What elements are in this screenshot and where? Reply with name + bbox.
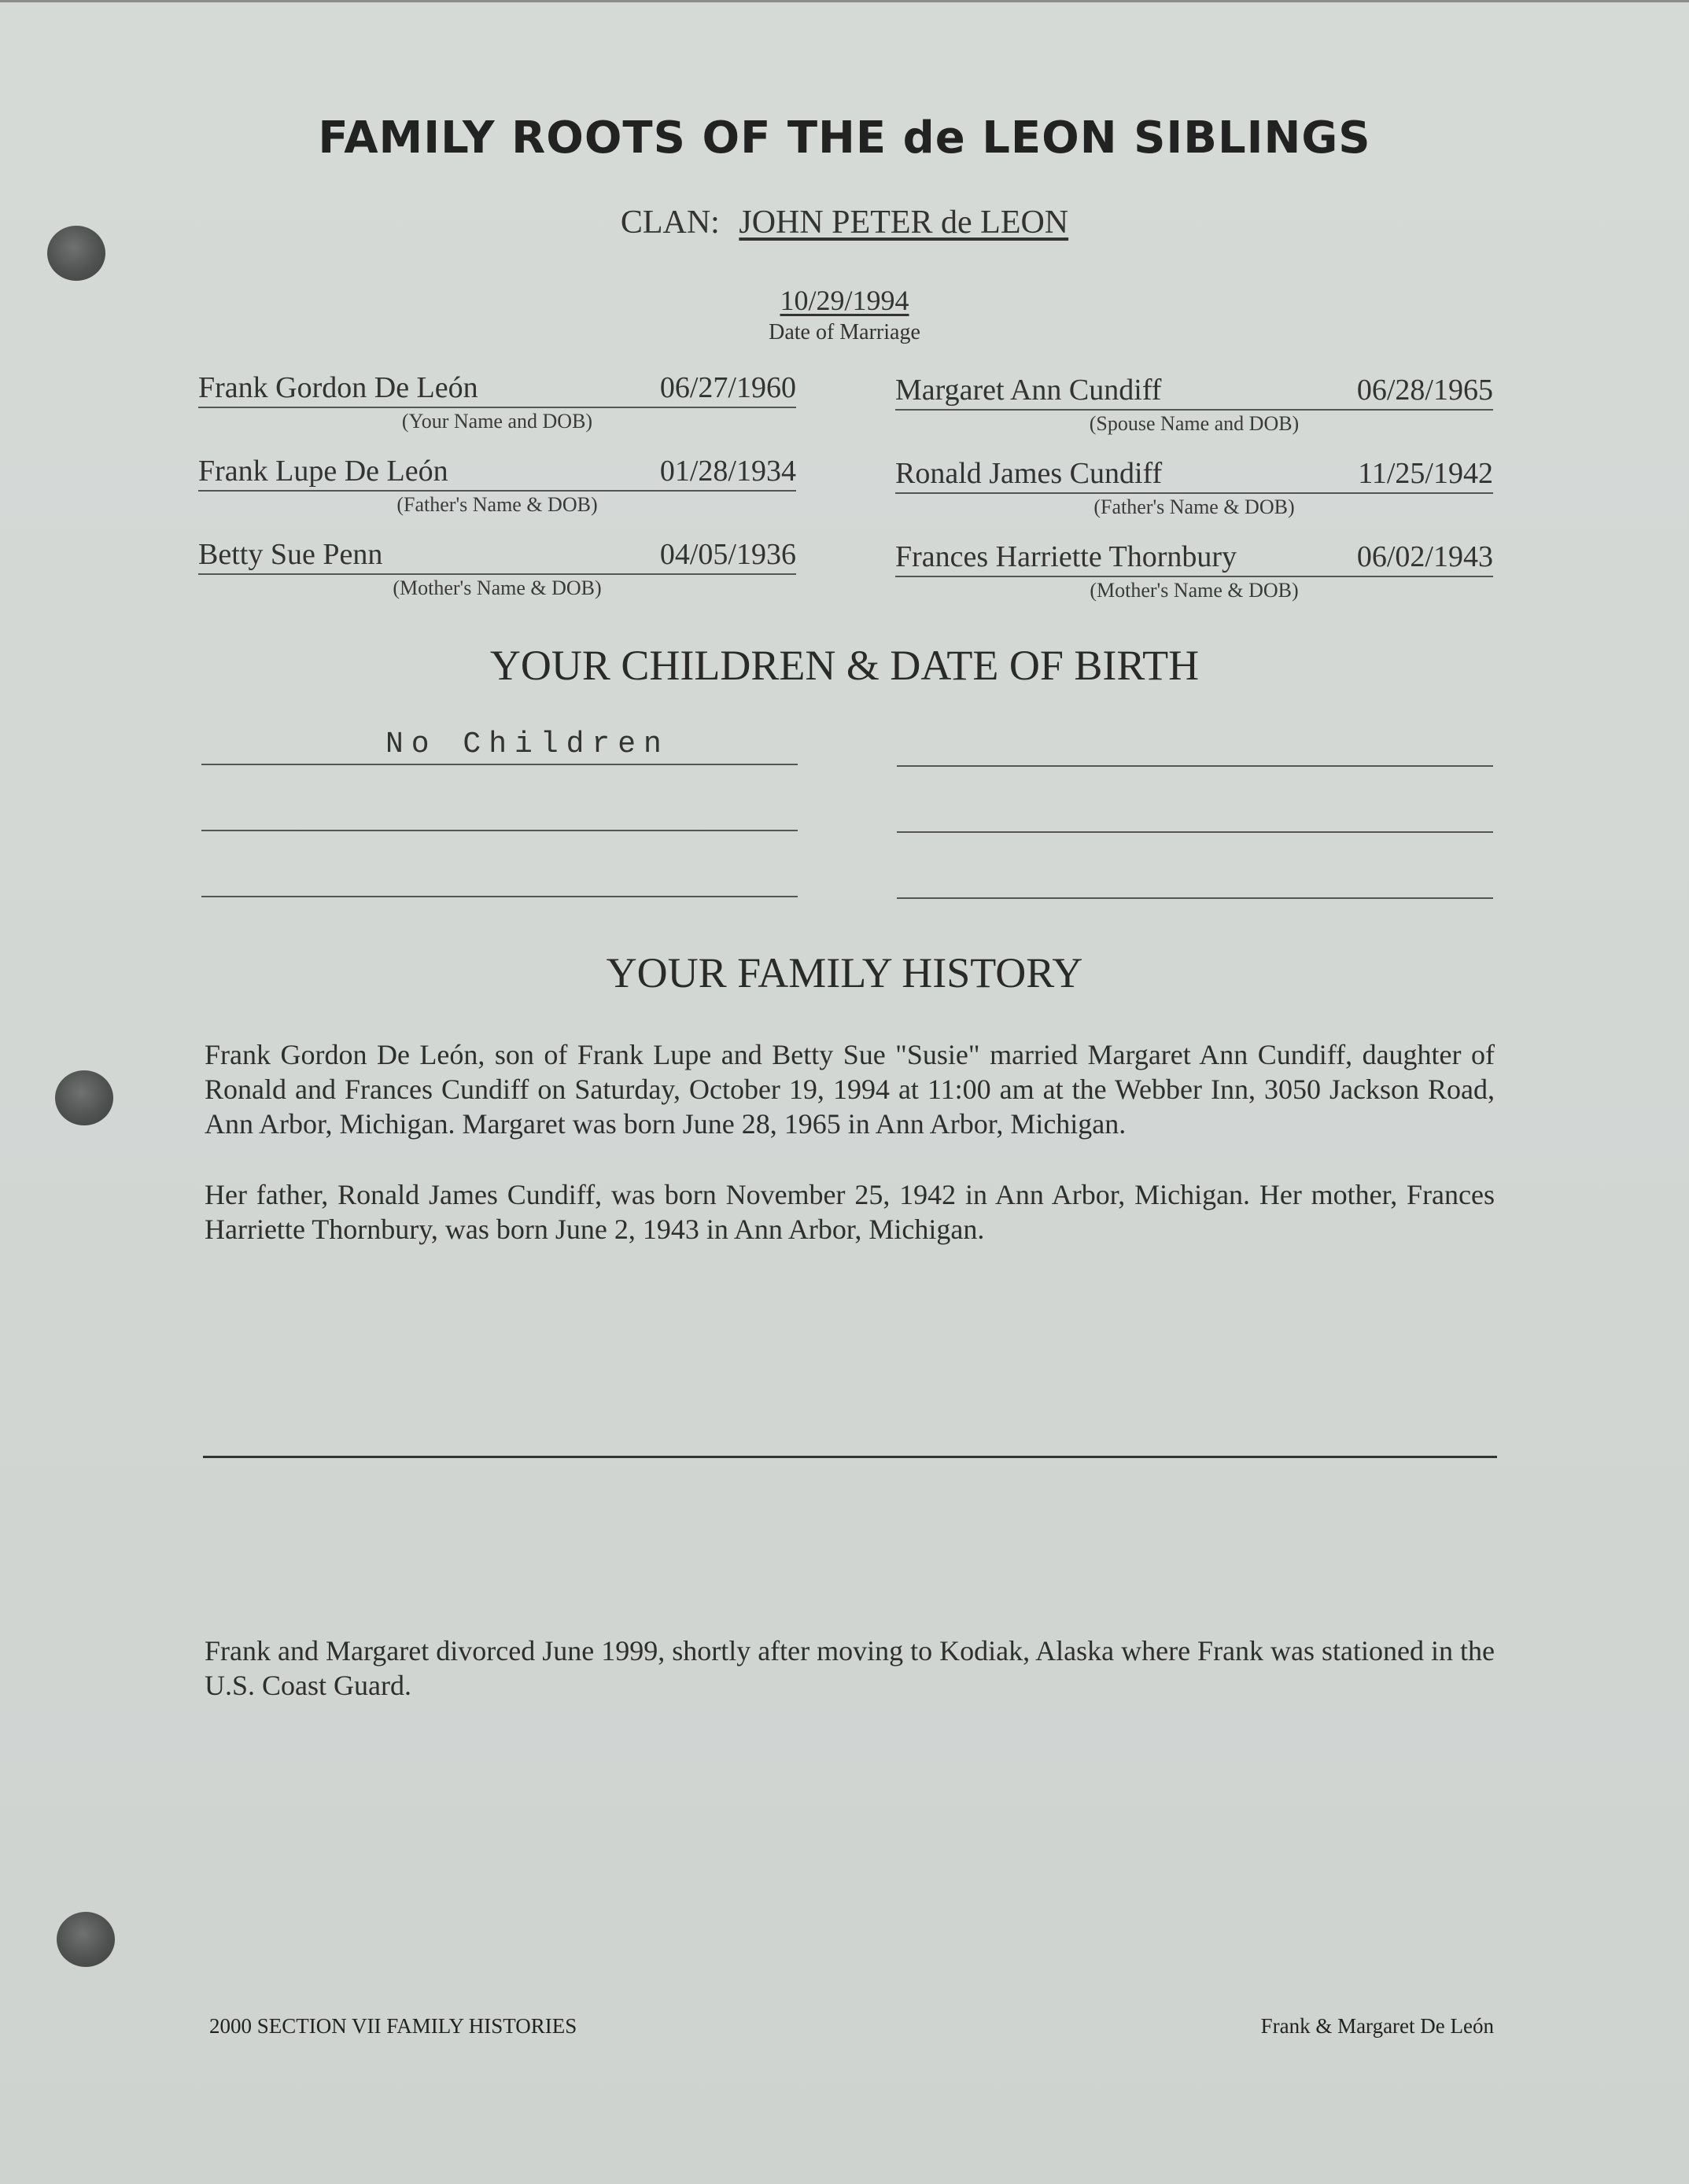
self-father-caption: (Father's Name & DOB): [396, 493, 598, 516]
spouse-field: [895, 373, 1493, 436]
history-paragraph-1: Frank Gordon De León, son of Frank Lupe and Betty Sue "Susie" married Margaret Ann Cundiff, daughter of Ronald and Frances Cundiff on Saturday, October 19, 1994 at 11:00 am at the Webber Inn, 3050 Jackson Road, Ann Arbor, Michigan. Margaret was born June 28, 1965 in Ann Arbor, Michigan.: [205, 1039, 1495, 1140]
child-line-left-1: [201, 764, 798, 765]
history-paragraph-2: Her father, Ronald James Cundiff, was born November 25, 1942 in Ann Arbor, Michigan. Her mother, Frances Harriette Thornbury, was born June 2, 1943 in Ann Arbor, Michigan.: [205, 1179, 1495, 1245]
self-dob: 06/27/1960: [659, 371, 796, 404]
child-line-left-2: [201, 830, 798, 831]
self-mother-dob: 04/05/1936: [659, 538, 796, 571]
self-father-field: [198, 454, 796, 517]
history-divider: [203, 1456, 1497, 1458]
spouse-mother-dob: 06/02/1943: [1356, 540, 1493, 573]
self-mother-name: Betty Sue Penn: [198, 538, 383, 571]
footer-left: 2000 SECTION VII FAMILY HISTORIES: [209, 2014, 577, 2038]
spouse-father-caption: (Father's Name & DOB): [1093, 495, 1295, 518]
self-mother-field: [198, 537, 796, 600]
self-mother-caption: (Mother's Name & DOB): [393, 576, 602, 599]
spouse-father-name: Ronald James Cundiff: [895, 457, 1163, 490]
child-line-left-3: [201, 896, 798, 897]
child-line-right-2: [897, 831, 1493, 833]
clan-line: [0, 204, 1689, 241]
self-field: [198, 370, 796, 433]
spouse-mother-caption: (Mother's Name & DOB): [1090, 579, 1299, 602]
clan-name: JOHN PETER de LEON: [739, 204, 1069, 241]
child-line-right-1: [897, 765, 1493, 767]
spouse-name: Margaret Ann Cundiff: [895, 374, 1162, 407]
binder-hole-bottom: [57, 1912, 115, 1967]
page-title: FAMILY ROOTS OF THE de LEON SIBLINGS: [318, 112, 1371, 164]
self-father-name: Frank Lupe De León: [198, 455, 448, 488]
children-entry: No Children: [385, 727, 669, 761]
marriage-date-block: [0, 284, 1689, 345]
binder-hole-middle: [55, 1070, 113, 1125]
self-caption: (Your Name and DOB): [401, 410, 593, 433]
child-line-right-3: [897, 897, 1493, 899]
spouse-mother-field: [895, 540, 1493, 602]
history-heading: YOUR FAMILY HISTORY: [606, 949, 1083, 996]
spouse-mother-name: Frances Harriette Thornbury: [895, 540, 1237, 573]
spouse-father-dob: 11/25/1942: [1358, 457, 1493, 490]
self-name: Frank Gordon De León: [198, 371, 478, 404]
spouse-caption: (Spouse Name and DOB): [1089, 412, 1300, 435]
history-paragraph-3: Frank and Margaret divorced June 1999, shortly after moving to Kodiak, Alaska where Frank was stationed in the U.S. Coast Guard.: [205, 1635, 1495, 1701]
self-father-dob: 01/28/1934: [659, 455, 796, 488]
marriage-date: 10/29/1994: [780, 285, 909, 316]
spouse-father-field: [895, 456, 1493, 519]
spouse-dob: 06/28/1965: [1356, 374, 1493, 407]
clan-label: CLAN:: [620, 204, 720, 241]
children-heading: YOUR CHILDREN & DATE OF BIRTH: [489, 642, 1200, 689]
marriage-date-caption: Date of Marriage: [769, 320, 920, 344]
footer-right: Frank & Margaret De León: [1260, 2014, 1494, 2038]
